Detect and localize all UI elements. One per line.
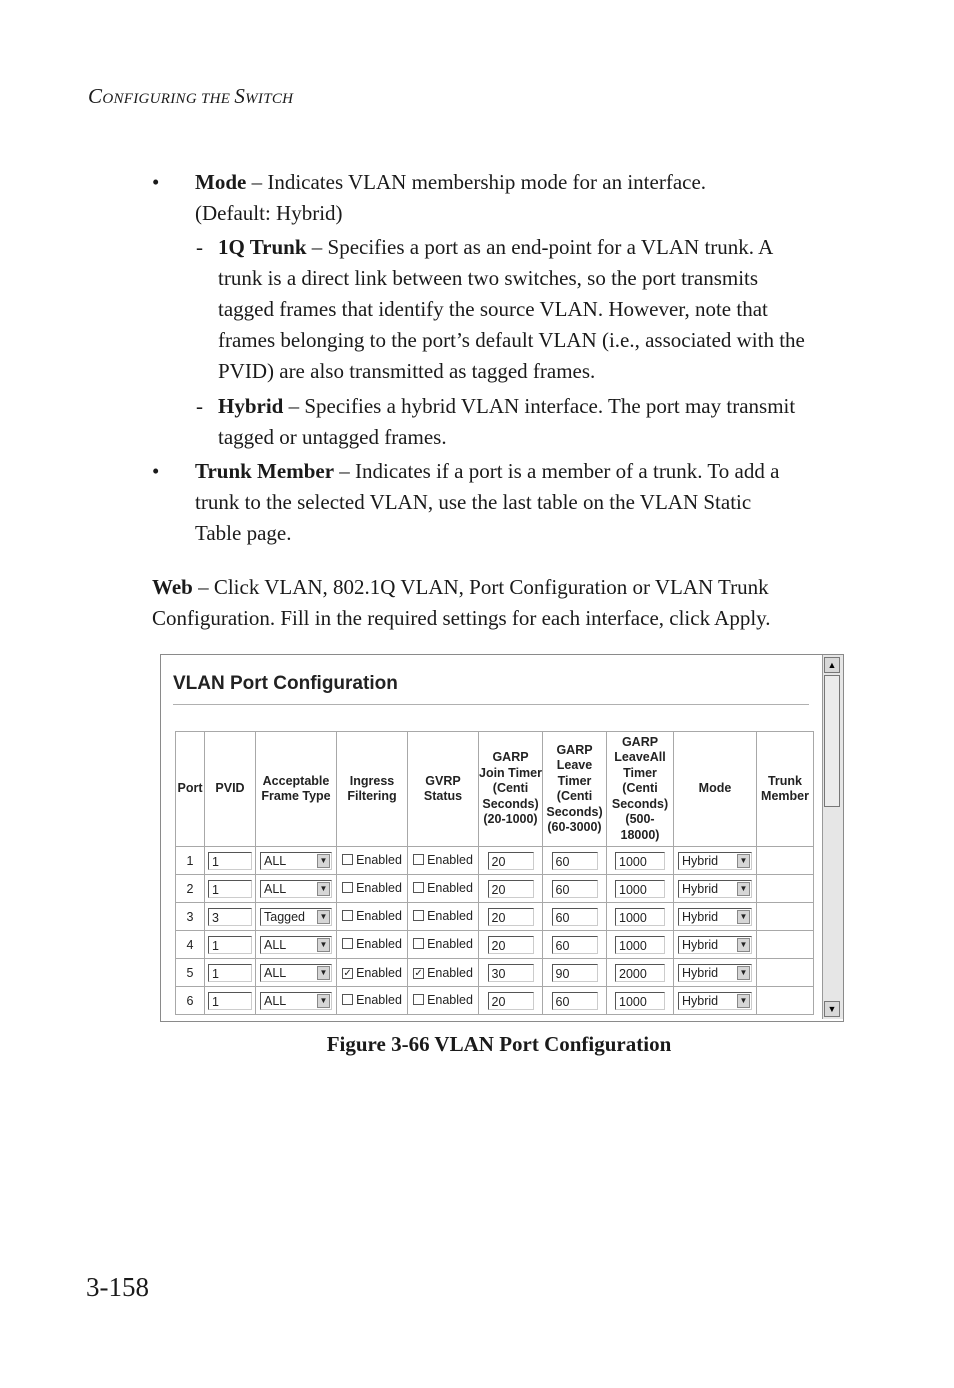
- dropdown-arrow-icon[interactable]: ▼: [737, 938, 750, 952]
- bullet-marker: •: [152, 170, 160, 194]
- subitem-1q-trunk: [218, 232, 805, 387]
- bullet-text: trunk to the selected VLAN, use the last table on the VLAN Static: [195, 490, 752, 514]
- checkbox-box[interactable]: ✓: [343, 967, 352, 979]
- checkbox-label: Enabled: [427, 992, 473, 1007]
- cell-frame-type: [256, 903, 337, 931]
- mode-select[interactable]: [678, 936, 752, 954]
- garp-leave-input[interactable]: 60: [552, 852, 598, 870]
- table-header-row: [176, 732, 814, 847]
- cell-port: 5: [176, 959, 205, 987]
- dash-marker: -: [196, 235, 203, 259]
- cell-garp-leaveall: [607, 847, 674, 875]
- garp-leave-input[interactable]: 60: [552, 880, 598, 898]
- running-head-cap: S: [234, 84, 246, 108]
- pvid-input[interactable]: 1: [208, 992, 252, 1010]
- col-header-frame-type: Acceptable Frame Type: [256, 732, 337, 847]
- col-header-gvrp: GVRP Status: [408, 732, 479, 847]
- pvid-input[interactable]: 1: [208, 964, 252, 982]
- cell-port: 1: [176, 847, 205, 875]
- screenshot-title: VLAN Port Configuration: [173, 673, 398, 694]
- col-header-port: Port: [176, 732, 205, 847]
- dropdown-arrow-icon[interactable]: ▼: [737, 994, 750, 1008]
- cell-gvrp: [408, 903, 479, 931]
- bullet-text: – Indicates VLAN membership mode for an interface.: [246, 170, 707, 194]
- cell-mode: [674, 987, 757, 1015]
- table-row: [176, 931, 814, 959]
- checkbox-label: Enabled: [427, 966, 473, 981]
- select-value: Tagged: [264, 909, 306, 924]
- col-header-garp-leave: GARP Leave Timer (Centi Seconds) (60-3000): [543, 732, 607, 847]
- garp-join-input[interactable]: 20: [488, 992, 534, 1010]
- pvid-input[interactable]: 1: [208, 852, 252, 870]
- garp-join-input[interactable]: 20: [488, 936, 534, 954]
- cell-pvid: [205, 903, 256, 931]
- select-value: ALL: [264, 853, 287, 868]
- cell-garp-leaveall: [607, 903, 674, 931]
- bullet-marker: •: [152, 459, 160, 483]
- subitem-text: tagged or untagged frames.: [218, 425, 447, 449]
- frame-type-select[interactable]: [260, 992, 332, 1010]
- col-header-ingress: Ingress Filtering: [337, 732, 408, 847]
- subitem-text: – Specifies a hybrid VLAN interface. The port may transmit: [283, 394, 796, 418]
- garp-join-input[interactable]: 30: [488, 964, 534, 982]
- table-row: [176, 903, 814, 931]
- gvrp-status-checkbox[interactable]: [413, 881, 473, 895]
- checkbox-label: Enabled: [427, 908, 473, 923]
- table-row: [176, 875, 814, 903]
- ingress-filtering-checkbox[interactable]: [342, 853, 402, 867]
- cell-garp-leaveall: [607, 987, 674, 1015]
- garp-leave-input[interactable]: 90: [552, 964, 598, 982]
- term-trunk-member: Trunk Member: [195, 459, 335, 483]
- select-value: Hybrid: [682, 881, 719, 896]
- ingress-filtering-checkbox[interactable]: [342, 993, 402, 1007]
- dropdown-arrow-icon[interactable]: ▼: [317, 938, 330, 952]
- gvrp-status-checkbox[interactable]: [413, 993, 473, 1007]
- pvid-input[interactable]: 1: [208, 880, 252, 898]
- checkbox-box[interactable]: [413, 910, 424, 921]
- scroll-down-arrow-icon[interactable]: ▼: [824, 1001, 840, 1017]
- subitem-text: tagged frames that identify the source VLAN. However, note that: [218, 297, 768, 321]
- cell-ingress: [337, 875, 408, 903]
- col-header-pvid: PVID: [205, 732, 256, 847]
- cell-frame-type: [256, 931, 337, 959]
- garp-leaveall-input[interactable]: 1000: [615, 908, 665, 926]
- cell-gvrp: [408, 959, 479, 987]
- cell-ingress: [337, 959, 408, 987]
- select-value: ALL: [264, 993, 287, 1008]
- cell-garp-leave: [543, 903, 607, 931]
- cell-mode: [674, 959, 757, 987]
- cell-ingress: [337, 987, 408, 1015]
- gvrp-status-checkbox[interactable]: [413, 909, 473, 923]
- bullet-text: (Default: Hybrid): [195, 201, 343, 225]
- pvid-input[interactable]: 3: [208, 908, 252, 926]
- select-value: Hybrid: [682, 909, 719, 924]
- pvid-input[interactable]: 1: [208, 936, 252, 954]
- checkbox-label: Enabled: [356, 936, 402, 951]
- select-value: Hybrid: [682, 937, 719, 952]
- vlan-port-config-screenshot: [160, 654, 844, 1022]
- subitem-text: trunk is a direct link between two switches, so the port transmits: [218, 266, 759, 290]
- select-value: ALL: [264, 937, 287, 952]
- subitem-text: – Specifies a port as an end-point for a VLAN trunk. A: [306, 235, 774, 259]
- col-header-garp-leaveall: GARP LeaveAll Timer (Centi Seconds) (500-18000): [607, 732, 674, 847]
- web-instructions: [152, 572, 771, 634]
- checkbox-box[interactable]: [342, 938, 353, 949]
- dropdown-arrow-icon[interactable]: ▼: [737, 882, 750, 896]
- cell-gvrp: [408, 875, 479, 903]
- term-web: Web: [152, 575, 193, 599]
- dash-marker: -: [196, 394, 203, 418]
- cell-garp-leaveall: [607, 875, 674, 903]
- checkbox-box[interactable]: [342, 882, 353, 893]
- cell-garp-leave: [543, 875, 607, 903]
- cell-ingress: [337, 931, 408, 959]
- bullet-trunk-member: [195, 456, 779, 549]
- cell-pvid: [205, 987, 256, 1015]
- running-head-cap: C: [88, 84, 103, 108]
- running-head: [88, 84, 293, 109]
- checkbox-label: Enabled: [356, 880, 402, 895]
- scroll-up-arrow-icon[interactable]: ▲: [824, 657, 840, 673]
- cell-pvid: [205, 931, 256, 959]
- subitem-text: PVID) are also transmitted as tagged frames.: [218, 359, 596, 383]
- checkbox-label: Enabled: [427, 852, 473, 867]
- mode-select[interactable]: [678, 964, 752, 982]
- cell-gvrp: [408, 987, 479, 1015]
- garp-leave-input[interactable]: 60: [552, 992, 598, 1010]
- cell-pvid: [205, 847, 256, 875]
- cell-mode: [674, 903, 757, 931]
- garp-leaveall-input[interactable]: 1000: [615, 936, 665, 954]
- ingress-filtering-checkbox[interactable]: [342, 937, 402, 951]
- select-value: Hybrid: [682, 965, 719, 980]
- vertical-scrollbar[interactable]: [822, 655, 843, 1019]
- select-value: ALL: [264, 965, 287, 980]
- checkbox-box[interactable]: [413, 882, 424, 893]
- ingress-filtering-checkbox[interactable]: [342, 881, 402, 895]
- cell-pvid: [205, 875, 256, 903]
- cell-garp-join: [479, 987, 543, 1015]
- cell-frame-type: [256, 987, 337, 1015]
- cell-garp-leave: [543, 847, 607, 875]
- term-hybrid: Hybrid: [218, 394, 284, 418]
- dropdown-arrow-icon[interactable]: ▼: [317, 994, 330, 1008]
- cell-garp-leave: [543, 931, 607, 959]
- mode-select[interactable]: [678, 880, 752, 898]
- scroll-thumb[interactable]: [824, 675, 840, 807]
- cell-gvrp: [408, 847, 479, 875]
- table-row: [176, 847, 814, 875]
- checkbox-label: Enabled: [356, 966, 402, 981]
- cell-trunk-member: [757, 875, 814, 903]
- mode-select[interactable]: [678, 852, 752, 870]
- checkbox-label: Enabled: [427, 936, 473, 951]
- garp-join-input[interactable]: 20: [488, 880, 534, 898]
- table-row: [176, 959, 814, 987]
- frame-type-select[interactable]: [260, 908, 332, 926]
- select-value: Hybrid: [682, 853, 719, 868]
- term-mode: Mode: [195, 170, 247, 194]
- cell-garp-join: [479, 903, 543, 931]
- checkbox-box[interactable]: [413, 938, 424, 949]
- cell-trunk-member: [757, 959, 814, 987]
- gvrp-status-checkbox[interactable]: [413, 853, 473, 867]
- frame-type-select[interactable]: [260, 880, 332, 898]
- vlan-port-table: [175, 731, 814, 1015]
- garp-leaveall-input[interactable]: 1000: [615, 880, 665, 898]
- cell-port: 2: [176, 875, 205, 903]
- dropdown-arrow-icon[interactable]: ▼: [317, 910, 330, 924]
- cell-garp-leave: [543, 959, 607, 987]
- cell-frame-type: [256, 875, 337, 903]
- checkbox-label: Enabled: [356, 852, 402, 867]
- cell-trunk-member: [757, 931, 814, 959]
- garp-join-input[interactable]: 20: [488, 908, 534, 926]
- select-value: Hybrid: [682, 993, 719, 1008]
- bullet-text: – Indicates if a port is a member of a trunk. To add a: [334, 459, 780, 483]
- frame-type-select[interactable]: [260, 852, 332, 870]
- cell-pvid: [205, 959, 256, 987]
- checkbox-label: Enabled: [356, 908, 402, 923]
- frame-type-select[interactable]: [260, 964, 332, 982]
- subitem-hybrid: [218, 391, 795, 453]
- frame-type-select[interactable]: [260, 936, 332, 954]
- checkbox-box[interactable]: [342, 994, 353, 1005]
- checkbox-label: Enabled: [427, 880, 473, 895]
- term-1q-trunk: 1Q Trunk: [218, 235, 307, 259]
- dropdown-arrow-icon[interactable]: ▼: [737, 910, 750, 924]
- cell-frame-type: [256, 847, 337, 875]
- garp-leave-input[interactable]: 60: [552, 908, 598, 926]
- garp-leaveall-input[interactable]: 1000: [615, 992, 665, 1010]
- cell-garp-join: [479, 875, 543, 903]
- cell-garp-leaveall: [607, 959, 674, 987]
- dropdown-arrow-icon[interactable]: ▼: [737, 854, 750, 868]
- cell-garp-leave: [543, 987, 607, 1015]
- cell-port: 6: [176, 987, 205, 1015]
- dropdown-arrow-icon[interactable]: ▼: [317, 966, 330, 980]
- title-divider: [173, 704, 809, 705]
- cell-frame-type: [256, 959, 337, 987]
- checkbox-label: Enabled: [356, 992, 402, 1007]
- col-header-trunk-member: Trunk Member: [757, 732, 814, 847]
- cell-ingress: [337, 847, 408, 875]
- cell-trunk-member: [757, 847, 814, 875]
- gvrp-status-checkbox[interactable]: [413, 937, 473, 951]
- cell-garp-leaveall: [607, 931, 674, 959]
- checkbox-box[interactable]: [413, 994, 424, 1005]
- ingress-filtering-checkbox[interactable]: [342, 966, 402, 980]
- web-text: Configuration. Fill in the required settings for each interface, click Apply.: [152, 606, 771, 630]
- page-number: 3-158: [86, 1272, 149, 1302]
- cell-garp-join: [479, 959, 543, 987]
- garp-leave-input[interactable]: 60: [552, 936, 598, 954]
- checkbox-box[interactable]: [413, 854, 424, 865]
- dropdown-arrow-icon[interactable]: ▼: [317, 854, 330, 868]
- table-row: [176, 987, 814, 1015]
- bullet-text: Table page.: [195, 521, 292, 545]
- cell-mode: [674, 847, 757, 875]
- cell-garp-join: [479, 847, 543, 875]
- mode-select[interactable]: [678, 908, 752, 926]
- gvrp-status-checkbox[interactable]: [413, 966, 473, 980]
- bullet-mode: [195, 167, 706, 229]
- cell-mode: [674, 931, 757, 959]
- col-header-garp-join: GARP Join Timer (Centi Seconds) (20-1000): [479, 732, 543, 847]
- garp-leaveall-input[interactable]: 2000: [615, 964, 665, 982]
- garp-leaveall-input[interactable]: 1000: [615, 852, 665, 870]
- running-head-smallcaps: WITCH: [245, 91, 294, 107]
- dropdown-arrow-icon[interactable]: ▼: [737, 966, 750, 980]
- select-value: ALL: [264, 881, 287, 896]
- mode-select[interactable]: [678, 992, 752, 1010]
- dropdown-arrow-icon[interactable]: ▼: [317, 882, 330, 896]
- checkbox-box[interactable]: [342, 854, 353, 865]
- figure-caption: Figure 3-66 VLAN Port Configuration: [326, 1032, 672, 1056]
- cell-gvrp: [408, 931, 479, 959]
- running-head-smallcaps: ONFIGURING THE: [102, 91, 235, 107]
- cell-ingress: [337, 903, 408, 931]
- cell-trunk-member: [757, 903, 814, 931]
- cell-garp-join: [479, 931, 543, 959]
- garp-join-input[interactable]: 20: [488, 852, 534, 870]
- checkbox-box[interactable]: ✓: [414, 967, 423, 979]
- col-header-mode: Mode: [674, 732, 757, 847]
- web-text: – Click VLAN, 802.1Q VLAN, Port Configuration or VLAN Trunk: [192, 575, 769, 599]
- ingress-filtering-checkbox[interactable]: [342, 909, 402, 923]
- cell-port: 3: [176, 903, 205, 931]
- checkbox-box[interactable]: [342, 910, 353, 921]
- cell-trunk-member: [757, 987, 814, 1015]
- subitem-text: frames belonging to the port’s default VLAN (i.e., associated with the: [218, 328, 805, 352]
- cell-mode: [674, 875, 757, 903]
- cell-port: 4: [176, 931, 205, 959]
